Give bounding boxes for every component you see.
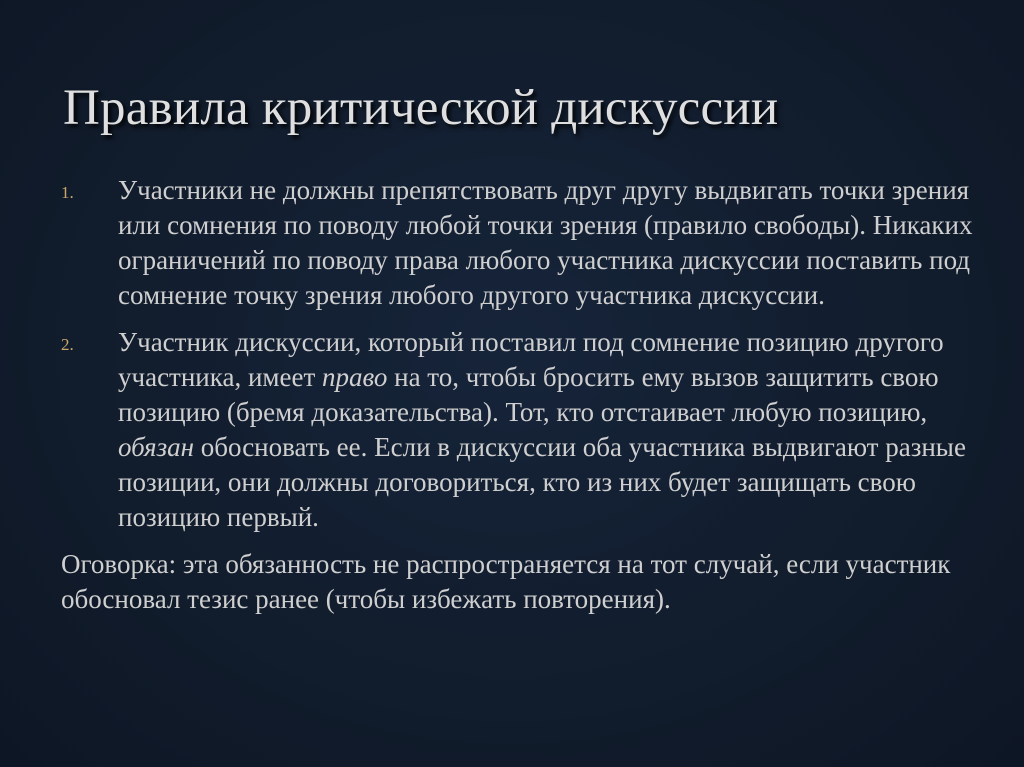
list-item-text bbox=[118, 327, 966, 532]
text-segment: обосновать ее. Если в дискуссии оба участника выдвигают разные позиции, они должны договориться, кто из них будет защищать свою позицию первый. bbox=[118, 432, 966, 532]
list-item bbox=[61, 325, 981, 535]
slide-title: Правила критической дискуссии bbox=[63, 80, 779, 136]
list-item-text: Участники не должны препятствовать друг другу выдвигать точки зрения или сомнения по поводу любой точки зрения (правило свободы). Никаких ограничений по поводу права любого участника дискуссии поставить под сомнение точку зрения любого другого участника дискуссии. bbox=[118, 175, 973, 310]
emphasis-right: право bbox=[322, 362, 388, 392]
list-item bbox=[61, 173, 981, 313]
list-item-number: 2. bbox=[61, 335, 74, 354]
emphasis-obliged: обязан bbox=[118, 432, 195, 462]
caveat-note: Оговорка: эта обязанность не распространяется на тот случай, если участник обосновал тезис ранее (чтобы избежать повторения). bbox=[61, 549, 951, 614]
text-segment: на то, чтобы бросить ему вызов защитить свою позицию (бремя доказательства). Тот, кто отстаивает любую позицию, bbox=[118, 362, 939, 427]
list-item-number: 1. bbox=[61, 183, 74, 202]
text-segment: Участник дискуссии, который поставил под сомнение позицию другого участника, имеет bbox=[118, 327, 944, 392]
rules-list bbox=[61, 173, 981, 617]
